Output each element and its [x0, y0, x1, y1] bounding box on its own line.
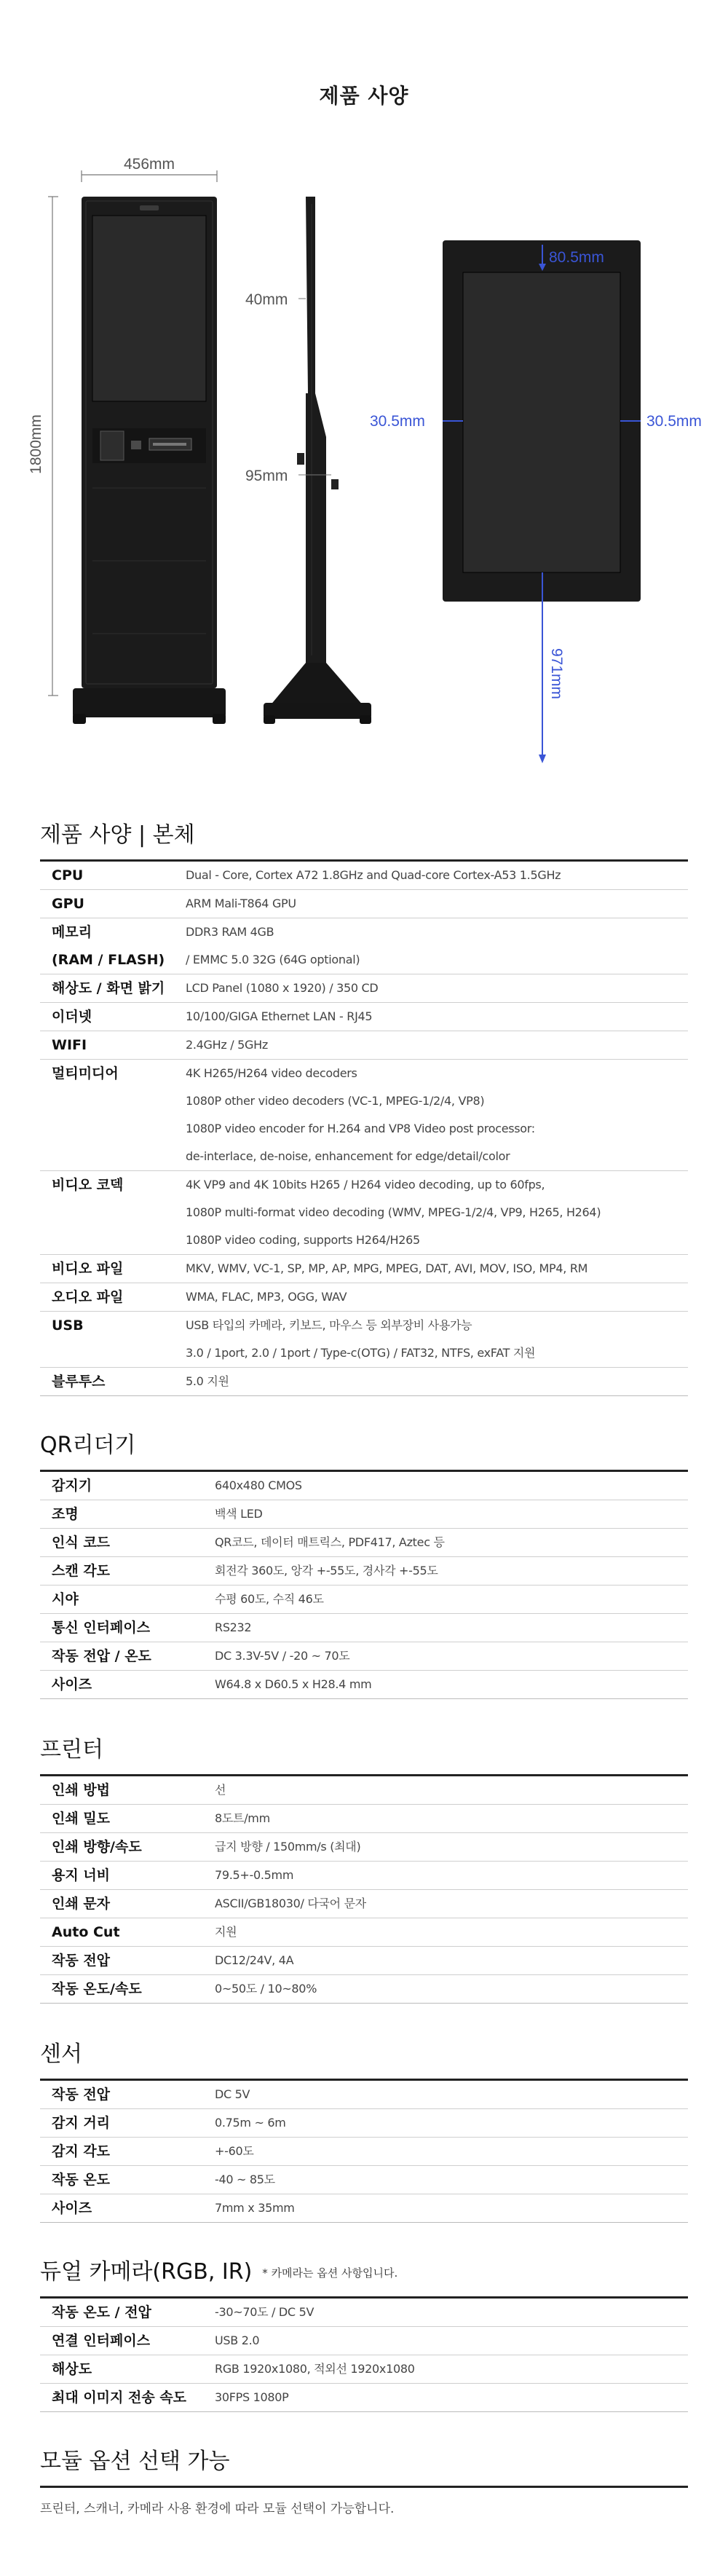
- row-value: 5.0 지원: [186, 1374, 229, 1388]
- height-dimension: 1800mm: [28, 414, 44, 474]
- left-margin-dimension: 30.5mm: [370, 413, 425, 430]
- table-row: [40, 1368, 688, 1395]
- row-value: 4K VP9 and 4K 10bits H265 / H264 video decoding, up to 60fps, 1080P multi-format video decoding (WMV, MPEG-1/2/4, VP9, H265, H264) 1080P video coding, supports H264/H265: [186, 1178, 601, 1247]
- row-label: 감지 거리: [52, 2115, 111, 2131]
- table-row: [40, 1918, 688, 1947]
- row-label: 오디오 파일: [52, 1289, 124, 1305]
- row-value: WMA, FLAC, MP3, OGG, WAV: [186, 1290, 347, 1304]
- row-label: 이더넷: [52, 1009, 92, 1025]
- table-row: [40, 1312, 688, 1368]
- row-value: 0~50도 / 10~80%: [215, 1982, 317, 1996]
- row-value: 2.4GHz / 5GHz: [186, 1038, 268, 1052]
- row-label: 스캔 각도: [52, 1563, 111, 1579]
- camera-spec-title: 듀얼 카메라(RGB, IR) * 카메라는 옵션 사항입니다.: [40, 2259, 398, 2285]
- table-row: [40, 1975, 688, 2003]
- sensor-spec-section: [40, 2036, 688, 2223]
- row-value: 10/100/GIGA Ethernet LAN - RJ45: [186, 1009, 373, 1023]
- row-value: 8도트/mm: [215, 1811, 270, 1825]
- table-row: [40, 1833, 688, 1862]
- width-dimension: 456mm: [123, 156, 175, 173]
- row-label: 사이즈: [52, 1677, 92, 1693]
- row-value: QR코드, 데이터 매트릭스, PDF417, Aztec 등: [215, 1535, 445, 1549]
- table-row: [40, 2166, 688, 2194]
- row-label: 감지 각도: [52, 2143, 111, 2159]
- camera-spec-section: [40, 2254, 688, 2412]
- table-row: [40, 1060, 688, 1171]
- row-label: 인쇄 방법: [52, 1782, 111, 1798]
- qr-spec-title: QR리더기: [40, 1433, 136, 1458]
- row-value: -40 ~ 85도: [215, 2173, 275, 2186]
- sensor-spec-title: 센서: [40, 2041, 82, 2067]
- row-label: 조명: [52, 1506, 79, 1522]
- table-row: [40, 1557, 688, 1586]
- table-row: [40, 1171, 688, 1255]
- side-top-dimension: 40mm: [245, 291, 288, 308]
- table-row: [40, 1255, 688, 1283]
- body-spec-table: [40, 859, 688, 1396]
- table-row: [40, 1031, 688, 1060]
- row-value: 30FPS 1080P: [215, 2390, 289, 2404]
- row-label: 작동 온도/속도: [52, 1981, 142, 1997]
- table-row: [40, 1805, 688, 1833]
- side-view: [245, 197, 371, 724]
- front-view: [28, 156, 226, 724]
- row-value: ASCII/GB18030/ 다국어 문자: [215, 1896, 366, 1910]
- row-value: -30~70도 / DC 5V: [215, 2305, 314, 2319]
- table-row: [40, 1283, 688, 1312]
- row-label: 작동 전압: [52, 2087, 111, 2103]
- row-value: 640x480 CMOS: [215, 1478, 302, 1492]
- table-row: [40, 2299, 688, 2327]
- row-value: ARM Mali-T864 GPU: [186, 897, 296, 910]
- row-label: 감지기: [52, 1478, 92, 1494]
- table-row: [40, 918, 688, 974]
- table-row: [40, 2384, 688, 2411]
- table-row: [40, 1586, 688, 1614]
- table-row: [40, 2109, 688, 2138]
- qr-spec-section: [40, 1427, 688, 1699]
- table-row: [40, 1472, 688, 1500]
- row-value: RGB 1920x1080, 적외선 1920x1080: [215, 2362, 415, 2376]
- row-value: W64.8 x D60.5 x H28.4 mm: [215, 1677, 372, 1691]
- row-label: 작동 전압 / 온도: [52, 1648, 151, 1664]
- row-label: 용지 너비: [52, 1867, 111, 1883]
- table-row: [40, 1947, 688, 1975]
- table-row: [40, 1862, 688, 1890]
- row-value: RS232: [215, 1620, 252, 1634]
- table-row: [40, 862, 688, 890]
- body-spec-section: [40, 817, 688, 1396]
- row-label: USB: [52, 1317, 84, 1334]
- row-label: Auto Cut: [52, 1924, 120, 1940]
- table-row: [40, 2138, 688, 2166]
- table-row: [40, 1776, 688, 1805]
- screen-detail-view: [370, 240, 702, 763]
- row-value: DC 5V: [215, 2087, 250, 2101]
- row-value: DC 3.3V-5V / -20 ~ 70도: [215, 1649, 350, 1663]
- sensor-spec-table: [40, 2079, 688, 2223]
- table-row: [40, 1529, 688, 1557]
- row-label: 시야: [52, 1591, 79, 1607]
- table-row: [40, 1890, 688, 1918]
- row-label: CPU: [52, 867, 84, 883]
- row-label: 사이즈: [52, 2200, 92, 2216]
- row-value: 회전각 360도, 앙각 +-55도, 경사각 +-55도: [215, 1564, 438, 1577]
- row-value: 지원: [215, 1925, 237, 1939]
- row-label: 작동 전압: [52, 1953, 111, 1969]
- row-value: 7mm x 35mm: [215, 2201, 295, 2215]
- table-row: [40, 1003, 688, 1031]
- row-label: 인쇄 방향/속도: [52, 1839, 142, 1855]
- row-label: WIFI: [52, 1037, 87, 1053]
- row-label: 인쇄 문자: [52, 1896, 111, 1912]
- row-value: USB 타입의 카메라, 키보드, 마우스 등 외부장비 사용가능 3.0 / 1port, 2.0 / 1port / Type-c(OTG) / FAT32, NTFS, exFAT 지원: [186, 1318, 536, 1360]
- row-label: 연결 인터페이스: [52, 2333, 151, 2349]
- row-label: 메모리 (RAM / FLASH): [52, 924, 165, 968]
- body-spec-title: 제품 사양 | 본체: [40, 822, 195, 848]
- row-label: 비디오 코덱: [52, 1177, 124, 1193]
- side-mid-dimension: 95mm: [245, 468, 288, 484]
- row-label: 비디오 파일: [52, 1261, 124, 1277]
- row-label: 인식 코드: [52, 1535, 111, 1551]
- row-label: 최대 이미지 전송 속도: [52, 2390, 187, 2406]
- row-label: 해상도 / 화면 밝기: [52, 980, 165, 996]
- row-label: 멀티미디어: [52, 1066, 119, 1082]
- row-value: DDR3 RAM 4GB / EMMC 5.0 32G (64G optional): [186, 925, 360, 966]
- row-value: DC12/24V, 4A: [215, 1953, 294, 1967]
- table-row: [40, 974, 688, 1003]
- table-row: [40, 1614, 688, 1642]
- row-label: GPU: [52, 896, 84, 912]
- table-row: [40, 2194, 688, 2222]
- top-margin-dimension: 80.5mm: [549, 249, 604, 266]
- row-value: +-60도: [215, 2144, 254, 2158]
- page-title: 제품 사양: [319, 84, 409, 108]
- row-value: MKV, WMV, VC-1, SP, MP, AP, MPG, MPEG, DAT, AVI, MOV, ISO, MP4, RM: [186, 1261, 588, 1275]
- row-label: 작동 온도: [52, 2172, 111, 2188]
- row-label: 블루투스: [52, 1374, 106, 1390]
- printer-spec-section: [40, 1732, 688, 2004]
- row-value: 0.75m ~ 6m: [215, 2116, 286, 2130]
- row-value: 79.5+-0.5mm: [215, 1868, 294, 1882]
- table-row: [40, 1671, 688, 1698]
- row-label: 인쇄 밀도: [52, 1811, 111, 1827]
- row-label: 통신 인터페이스: [52, 1620, 151, 1636]
- module-option-section: [40, 2443, 688, 2526]
- row-value: 4K H265/H264 video decoders 1080P other video decoders (VC-1, MPEG-1/2/4, VP8) 1080P video encoder for H.264 and VP8 Video post processor: de-interlace, de-noise, enhancement for edge/detail/color: [186, 1066, 535, 1163]
- bottom-dimension: 971mm: [548, 648, 565, 700]
- row-label: 작동 온도 / 전압: [52, 2304, 151, 2320]
- row-label: 해상도: [52, 2361, 92, 2377]
- right-margin-dimension: 30.5mm: [646, 413, 702, 430]
- row-value: 선: [215, 1783, 226, 1797]
- table-row: [40, 2355, 688, 2384]
- module-option-description: 프린터, 스캐너, 카메라 사용 환경에 따라 모듈 선택이 가능합니다.: [40, 2486, 688, 2526]
- table-row: [40, 2327, 688, 2355]
- row-value: Dual - Core, Cortex A72 1.8GHz and Quad-core Cortex-A53 1.5GHz: [186, 868, 561, 882]
- row-value: LCD Panel (1080 x 1920) / 350 CD: [186, 981, 379, 995]
- camera-option-note: * 카메라는 옵션 사항입니다.: [262, 2266, 398, 2280]
- qr-spec-table: [40, 1470, 688, 1699]
- product-dimension-drawing: [0, 153, 728, 801]
- row-value: USB 2.0: [215, 2333, 260, 2347]
- row-value: 수평 60도, 수직 46도: [215, 1592, 324, 1606]
- module-option-title: 모듈 옵션 선택 가능: [40, 2449, 230, 2474]
- row-value: 백색 LED: [215, 1507, 263, 1521]
- table-row: [40, 1500, 688, 1529]
- camera-spec-table: [40, 2296, 688, 2412]
- table-row: [40, 1642, 688, 1671]
- row-value: 급지 방향 / 150mm/s (최대): [215, 1840, 361, 1854]
- table-row: [40, 2081, 688, 2109]
- table-row: [40, 890, 688, 918]
- printer-spec-table: [40, 1774, 688, 2004]
- printer-spec-title: 프린터: [40, 1737, 103, 1762]
